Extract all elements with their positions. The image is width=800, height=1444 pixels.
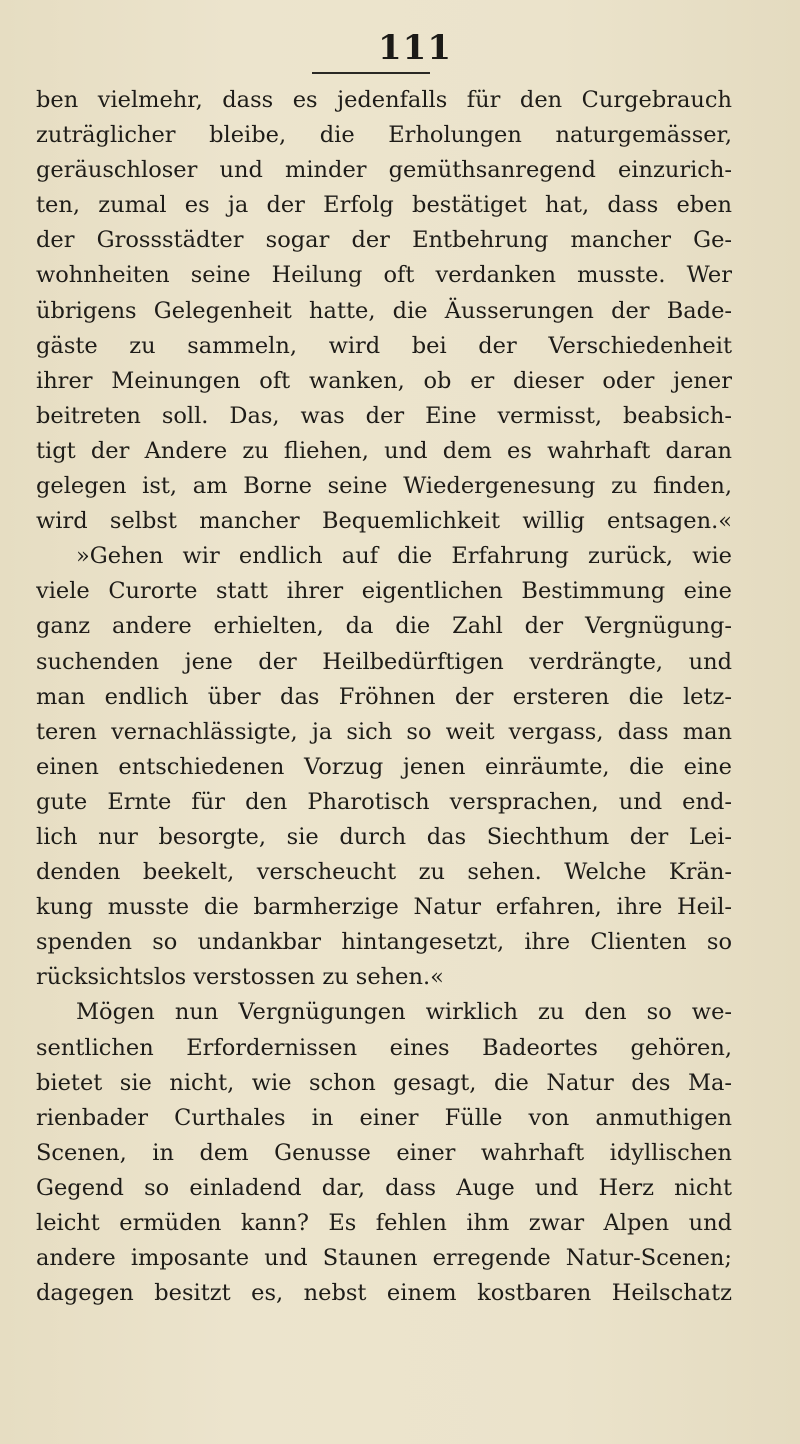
text-line: ten, zumal es ja der Erfolg bestätiget hat, dass eben: [36, 192, 732, 219]
text-line: Mögen nun Vergnügungen wirklich zu den so we-: [76, 999, 732, 1026]
page-number: 111: [378, 28, 452, 68]
text-line: viele Curorte statt ihrer eigentlichen Bestimmung eine: [36, 578, 732, 605]
text-line: spenden so undankbar hintangesetzt, ihre Clienten so: [36, 929, 732, 956]
text-line: Scenen, in dem Genusse einer wahrhaft idyllischen: [36, 1139, 732, 1166]
text-line: gelegen ist, am Borne seine Wiedergenesung zu finden,: [36, 473, 732, 500]
page-header: [0, 24, 800, 84]
text-line: lich nur besorgte, sie durch das Siechthum der Lei-: [36, 823, 732, 850]
text-line: zuträglicher bleibe, die Erholungen naturgemässer,: [36, 122, 732, 149]
text-line: denden beekelt, verscheucht zu sehen. Welche Krän-: [36, 859, 732, 886]
text-line: gäste zu sammeln, wird bei der Verschiedenheit: [36, 332, 732, 359]
text-line: teren vernachlässigte, ja sich so weit vergass, dass man: [36, 718, 732, 745]
text-line: kung musste die barmherzige Natur erfahren, ihre Heil-: [36, 894, 732, 921]
text-line: der Grossstädter sogar der Entbehrung mancher Ge-: [36, 227, 732, 254]
text-line: andere imposante und Staunen erregende Natur-Scenen;: [36, 1245, 732, 1272]
text-line: einen entschiedenen Vorzug jenen einräumte, die eine: [36, 753, 732, 780]
text-line: rücksichtslos verstossen zu sehen.«: [36, 964, 444, 991]
text-line: rienbader Curthales in einer Fülle von anmuthigen: [36, 1104, 732, 1131]
text-line: bietet sie nicht, wie schon gesagt, die Natur des Ma-: [36, 1069, 732, 1096]
text-line: wohnheiten seine Heilung oft verdanken musste. Wer: [36, 262, 732, 289]
text-line: suchenden jene der Heilbedürftigen verdrängte, und: [36, 648, 732, 675]
text-line: beitreten soll. Das, was der Eine vermisst, beabsich-: [36, 402, 732, 429]
text-line: geräuschloser und minder gemüthsanregend einzurich-: [36, 157, 732, 184]
text-line: »Gehen wir endlich auf die Erfahrung zurück, wie: [76, 543, 732, 570]
text-line: tigt der Andere zu fliehen, und dem es wahrhaft daran: [36, 437, 732, 464]
text-line: ganz andere erhielten, da die Zahl der Vergnügung-: [36, 613, 732, 640]
text-line: gute Ernte für den Pharotisch versprachen, und end-: [36, 788, 732, 815]
text-line: leicht ermüden kann? Es fehlen ihm zwar Alpen und: [36, 1210, 732, 1236]
body-text: [36, 83, 732, 1311]
text-line: sentlichen Erfordernissen eines Badeortes gehören,: [36, 1034, 732, 1061]
header-rule: [312, 72, 430, 74]
text-line: übrigens Gelegenheit hatte, die Äusserungen der Bade-: [36, 297, 732, 324]
text-line: wird selbst mancher Bequemlichkeit willig entsagen.«: [36, 508, 732, 535]
text-line: Gegend so einladend dar, dass Auge und Herz nicht: [36, 1174, 732, 1201]
text-line: ben vielmehr, dass es jedenfalls für den Curgebrauch: [36, 87, 732, 113]
text-line: man endlich über das Fröhnen der ersteren die letz-: [36, 683, 732, 710]
text-line: ihrer Meinungen oft wanken, ob er dieser oder jener: [36, 367, 732, 394]
text-line: dagegen besitzt es, nebst einem kostbaren Heilschatz: [36, 1280, 732, 1307]
